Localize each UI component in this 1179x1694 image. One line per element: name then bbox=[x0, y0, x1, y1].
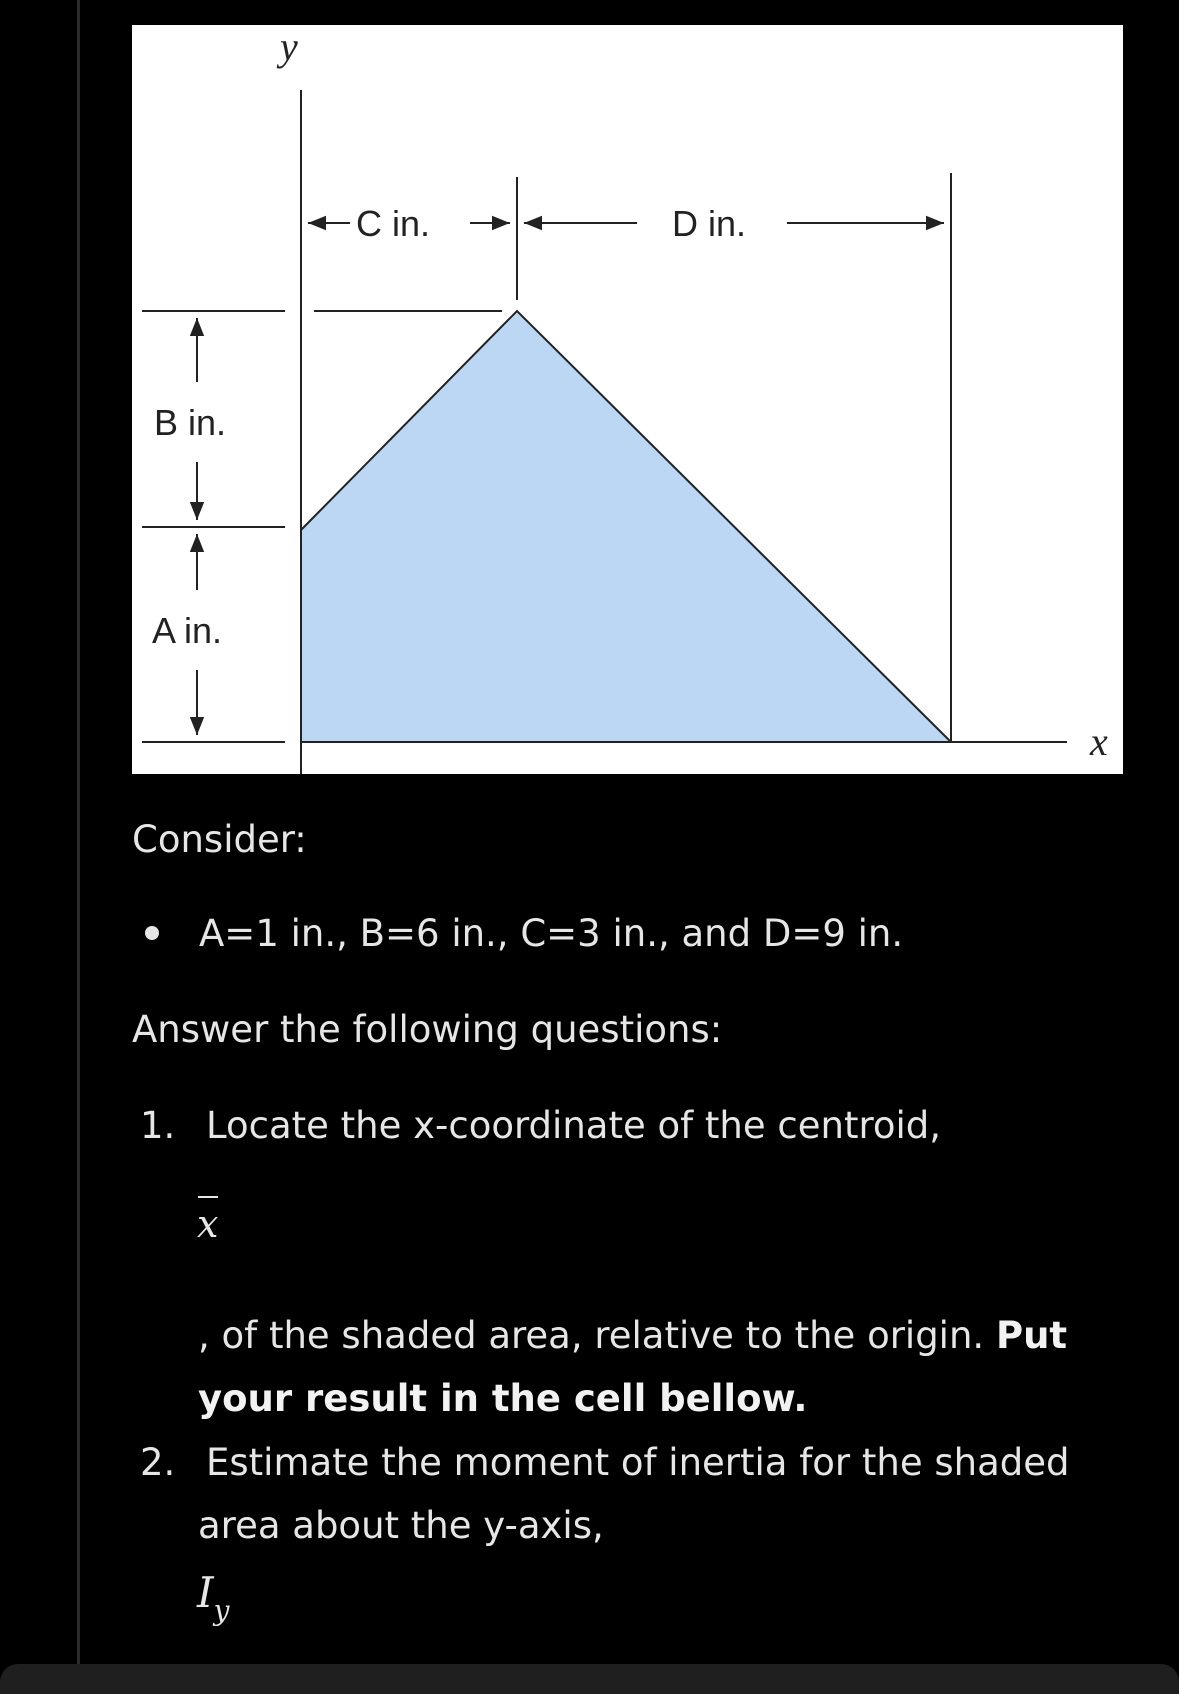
question-1-instruction: Put your result in the cell bellow. bbox=[198, 1314, 1068, 1420]
question-1-number: 1. bbox=[140, 1104, 176, 1147]
x-axis-label: x bbox=[1090, 719, 1108, 764]
question-2-number: 2. bbox=[140, 1441, 176, 1484]
dim-a-label: A in. bbox=[152, 610, 223, 651]
question-2 bbox=[132, 1431, 1092, 1494]
question-2-continuation: area about the y-axis, bbox=[198, 1504, 604, 1547]
left-divider bbox=[77, 0, 80, 1684]
question-1-continuation-text: , of the shaded area, relative to the origin. bbox=[198, 1314, 996, 1357]
iy-symbol bbox=[197, 1568, 230, 1628]
question-2-text: Estimate the moment of inertia for the shaded bbox=[206, 1441, 1070, 1484]
answer-heading: Answer the following questions: bbox=[132, 1008, 723, 1051]
question-1-text: Locate the x-coordinate of the centroid, bbox=[206, 1104, 942, 1147]
bullet-icon bbox=[145, 926, 159, 940]
x-bar-letter: x bbox=[197, 1202, 219, 1246]
bottom-panel-edge bbox=[0, 1664, 1179, 1694]
shaded-area bbox=[301, 311, 951, 742]
x-bar-symbol bbox=[197, 1196, 218, 1246]
iy-symbol-base: I bbox=[197, 1568, 214, 1617]
dim-d-label: D in. bbox=[672, 203, 747, 244]
question-1-continuation bbox=[198, 1304, 1078, 1430]
given-values-text: A=1 in., B=6 in., C=3 in., and D=9 in. bbox=[199, 912, 904, 955]
y-axis-label: y bbox=[280, 25, 298, 69]
given-values-item bbox=[145, 902, 1105, 965]
question-1 bbox=[132, 1094, 1092, 1157]
dim-b-label: B in. bbox=[154, 402, 227, 443]
shape-figure bbox=[132, 25, 1123, 774]
iy-symbol-sub: y bbox=[213, 1594, 230, 1628]
consider-heading: Consider: bbox=[132, 818, 307, 861]
dim-c-label: C in. bbox=[356, 203, 431, 244]
